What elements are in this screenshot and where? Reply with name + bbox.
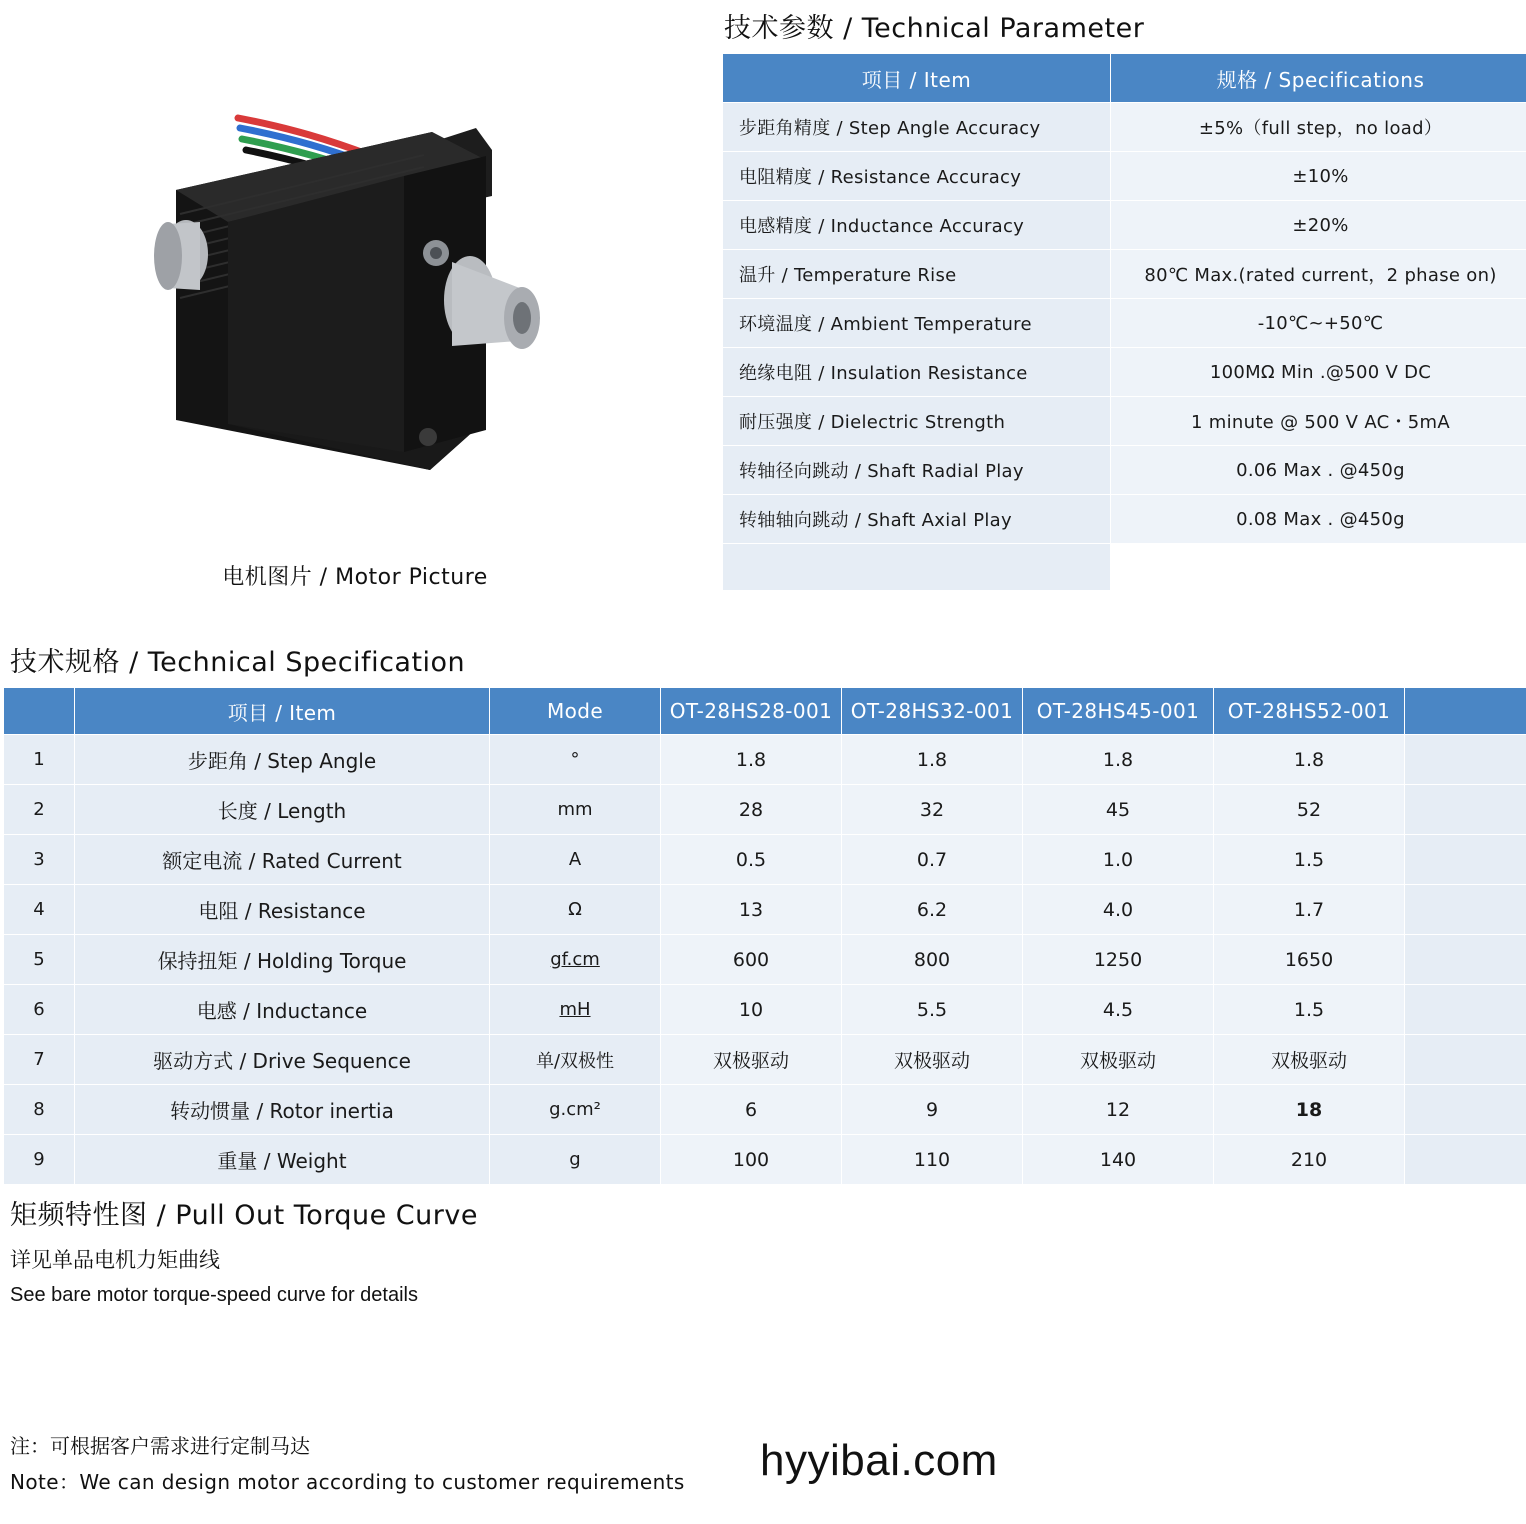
spec-value: 140 bbox=[1023, 1135, 1214, 1185]
spec-tail-cell bbox=[1405, 1085, 1526, 1135]
spec-value: 110 bbox=[842, 1135, 1023, 1185]
table-header-row bbox=[723, 54, 1526, 103]
spec-value: 5.5 bbox=[842, 985, 1023, 1035]
param-header-item: 项目 / Item bbox=[723, 54, 1111, 103]
spec-header-item: 项目 / Item bbox=[75, 688, 490, 735]
param-value: 100MΩ Min .@500 V DC bbox=[1111, 348, 1526, 397]
spec-index: 3 bbox=[4, 835, 75, 885]
brand-website: hyyibai.com bbox=[760, 1436, 998, 1485]
param-value: ±5%（full step，no load） bbox=[1111, 103, 1526, 152]
spec-value: 1.8 bbox=[1023, 735, 1214, 785]
spec-tail-cell bbox=[1405, 985, 1526, 1035]
table-row bbox=[723, 446, 1526, 495]
technical-specification-table bbox=[3, 687, 1526, 1185]
spec-index: 5 bbox=[4, 935, 75, 985]
technical-parameter-panel bbox=[710, 0, 1526, 591]
footer-note-cn: 注：可根据客户需求进行定制马达 bbox=[10, 1434, 310, 1458]
spec-value: 1.8 bbox=[661, 735, 842, 785]
spec-header-model-1: OT-28HS28-001 bbox=[661, 688, 842, 735]
spec-index: 2 bbox=[4, 785, 75, 835]
table-row bbox=[723, 250, 1526, 299]
spec-header-tail bbox=[1405, 688, 1526, 735]
param-value: -10℃~+50℃ bbox=[1111, 299, 1526, 348]
param-value: 80℃ Max.(rated current，2 phase on) bbox=[1111, 250, 1526, 299]
torque-curve-note-en: See bare motor torque-speed curve for details bbox=[10, 1284, 418, 1306]
table-row bbox=[4, 785, 1526, 835]
param-item: 步距角精度 / Step Angle Accuracy bbox=[723, 103, 1111, 152]
top-section bbox=[0, 0, 1526, 628]
spec-value: 双极驱动 bbox=[1023, 1035, 1214, 1085]
spec-item-name: 驱动方式 / Drive Sequence bbox=[75, 1035, 490, 1085]
table-row bbox=[4, 885, 1526, 935]
spec-value: 1.7 bbox=[1214, 885, 1405, 935]
spec-unit: A bbox=[490, 835, 661, 885]
spec-index: 7 bbox=[4, 1035, 75, 1085]
spec-tail-cell bbox=[1405, 1135, 1526, 1185]
param-item: 温升 / Temperature Rise bbox=[723, 250, 1111, 299]
param-value: 0.06 Max . @450g bbox=[1111, 446, 1526, 495]
table-row bbox=[4, 835, 1526, 885]
spec-tail-cell bbox=[1405, 785, 1526, 835]
spec-value: 6.2 bbox=[842, 885, 1023, 935]
table-row bbox=[4, 735, 1526, 785]
spec-value: 52 bbox=[1214, 785, 1405, 835]
torque-curve-panel bbox=[0, 1185, 1526, 1307]
spec-value: 0.5 bbox=[661, 835, 842, 885]
param-item: 耐压强度 / Dielectric Strength bbox=[723, 397, 1111, 446]
table-row bbox=[723, 348, 1526, 397]
technical-specification-panel bbox=[0, 636, 1526, 1185]
param-item: 转轴轴向跳动 / Shaft Axial Play bbox=[723, 495, 1111, 544]
spec-value: 1.5 bbox=[1214, 985, 1405, 1035]
spec-value: 45 bbox=[1023, 785, 1214, 835]
table-row bbox=[4, 1085, 1526, 1135]
spec-item-name: 转动惯量 / Rotor inertia bbox=[75, 1085, 490, 1135]
spec-index: 1 bbox=[4, 735, 75, 785]
spec-value: 4.0 bbox=[1023, 885, 1214, 935]
table-row bbox=[4, 985, 1526, 1035]
spec-item-name: 额定电流 / Rated Current bbox=[75, 835, 490, 885]
spec-unit: gf.cm bbox=[490, 935, 661, 985]
param-value-empty bbox=[1111, 544, 1526, 591]
spec-tail-cell bbox=[1405, 835, 1526, 885]
spec-item-name: 保持扭矩 / Holding Torque bbox=[75, 935, 490, 985]
table-row bbox=[723, 201, 1526, 250]
table-row bbox=[723, 495, 1526, 544]
table-row-empty bbox=[723, 544, 1526, 591]
spec-tail-cell bbox=[1405, 1035, 1526, 1085]
spec-value: 1.8 bbox=[842, 735, 1023, 785]
param-value: 0.08 Max . @450g bbox=[1111, 495, 1526, 544]
table-row bbox=[4, 1135, 1526, 1185]
spec-header-mode: Mode bbox=[490, 688, 661, 735]
motor-picture-panel bbox=[0, 0, 710, 628]
spec-value: 1.5 bbox=[1214, 835, 1405, 885]
spec-item-name: 电感 / Inductance bbox=[75, 985, 490, 1035]
motor-photo bbox=[0, 0, 710, 545]
spec-unit: mH bbox=[490, 985, 661, 1035]
table-row bbox=[723, 103, 1526, 152]
spec-tail-cell bbox=[1405, 935, 1526, 985]
motor-picture-caption: 电机图片 / Motor Picture bbox=[222, 565, 488, 590]
spec-value: 双极驱动 bbox=[842, 1035, 1023, 1085]
param-value: ±20% bbox=[1111, 201, 1526, 250]
param-item: 转轴径向跳动 / Shaft Radial Play bbox=[723, 446, 1111, 495]
table-row bbox=[723, 152, 1526, 201]
spec-value: 9 bbox=[842, 1085, 1023, 1135]
footer-note-en: Note：We can design motor according to customer requirements bbox=[10, 1470, 685, 1494]
spec-value: 600 bbox=[661, 935, 842, 985]
spec-value: 0.7 bbox=[842, 835, 1023, 885]
spec-value: 18 bbox=[1214, 1085, 1405, 1135]
spec-item-name: 重量 / Weight bbox=[75, 1135, 490, 1185]
spec-item-name: 电阻 / Resistance bbox=[75, 885, 490, 935]
table-row bbox=[4, 1035, 1526, 1085]
table-header-row bbox=[4, 688, 1526, 735]
spec-index: 6 bbox=[4, 985, 75, 1035]
spec-value: 10 bbox=[661, 985, 842, 1035]
spec-header-model-3: OT-28HS45-001 bbox=[1023, 688, 1214, 735]
spec-unit: 单/双极性 bbox=[490, 1035, 661, 1085]
spec-value: 1.8 bbox=[1214, 735, 1405, 785]
spec-header-model-4: OT-28HS52-001 bbox=[1214, 688, 1405, 735]
param-value: ±10% bbox=[1111, 152, 1526, 201]
spec-value: 100 bbox=[661, 1135, 842, 1185]
technical-specification-title: 技术规格 / Technical Specification bbox=[10, 647, 466, 678]
spec-item-name: 长度 / Length bbox=[75, 785, 490, 835]
table-row bbox=[723, 397, 1526, 446]
torque-curve-note-cn: 详见单品电机力矩曲线 bbox=[10, 1248, 220, 1272]
spec-value: 双极驱动 bbox=[661, 1035, 842, 1085]
spec-index: 9 bbox=[4, 1135, 75, 1185]
param-header-spec: 规格 / Specifications bbox=[1111, 54, 1526, 103]
technical-parameter-table bbox=[722, 53, 1526, 591]
spec-tail-cell bbox=[1405, 885, 1526, 935]
spec-header-model-2: OT-28HS32-001 bbox=[842, 688, 1023, 735]
spec-value: 13 bbox=[661, 885, 842, 935]
param-item-empty bbox=[723, 544, 1111, 591]
spec-value: 800 bbox=[842, 935, 1023, 985]
spec-value: 6 bbox=[661, 1085, 842, 1135]
technical-parameter-title: 技术参数 / Technical Parameter bbox=[724, 13, 1145, 44]
spec-item-name: 步距角 / Step Angle bbox=[75, 735, 490, 785]
torque-curve-title: 矩频特性图 / Pull Out Torque Curve bbox=[10, 1200, 478, 1231]
table-row bbox=[723, 299, 1526, 348]
spec-index: 4 bbox=[4, 885, 75, 935]
spec-value: 28 bbox=[661, 785, 842, 835]
spec-header-index bbox=[4, 688, 75, 735]
spec-index: 8 bbox=[4, 1085, 75, 1135]
spec-unit: ° bbox=[490, 735, 661, 785]
spec-value: 双极驱动 bbox=[1214, 1035, 1405, 1085]
spec-value: 1650 bbox=[1214, 935, 1405, 985]
param-item: 环境温度 / Ambient Temperature bbox=[723, 299, 1111, 348]
spec-value: 12 bbox=[1023, 1085, 1214, 1135]
param-item: 电阻精度 / Resistance Accuracy bbox=[723, 152, 1111, 201]
spec-unit: Ω bbox=[490, 885, 661, 935]
spec-value: 210 bbox=[1214, 1135, 1405, 1185]
spec-unit: g.cm² bbox=[490, 1085, 661, 1135]
spec-unit: g bbox=[490, 1135, 661, 1185]
spec-tail-cell bbox=[1405, 735, 1526, 785]
spec-value: 1250 bbox=[1023, 935, 1214, 985]
param-value: 1 minute @ 500 V AC・5mA bbox=[1111, 397, 1526, 446]
spec-unit: mm bbox=[490, 785, 661, 835]
spec-value: 1.0 bbox=[1023, 835, 1214, 885]
param-item: 绝缘电阻 / Insulation Resistance bbox=[723, 348, 1111, 397]
table-row bbox=[4, 935, 1526, 985]
spec-value: 32 bbox=[842, 785, 1023, 835]
spec-value: 4.5 bbox=[1023, 985, 1214, 1035]
param-item: 电感精度 / Inductance Accuracy bbox=[723, 201, 1111, 250]
page-footer bbox=[0, 1430, 1526, 1510]
